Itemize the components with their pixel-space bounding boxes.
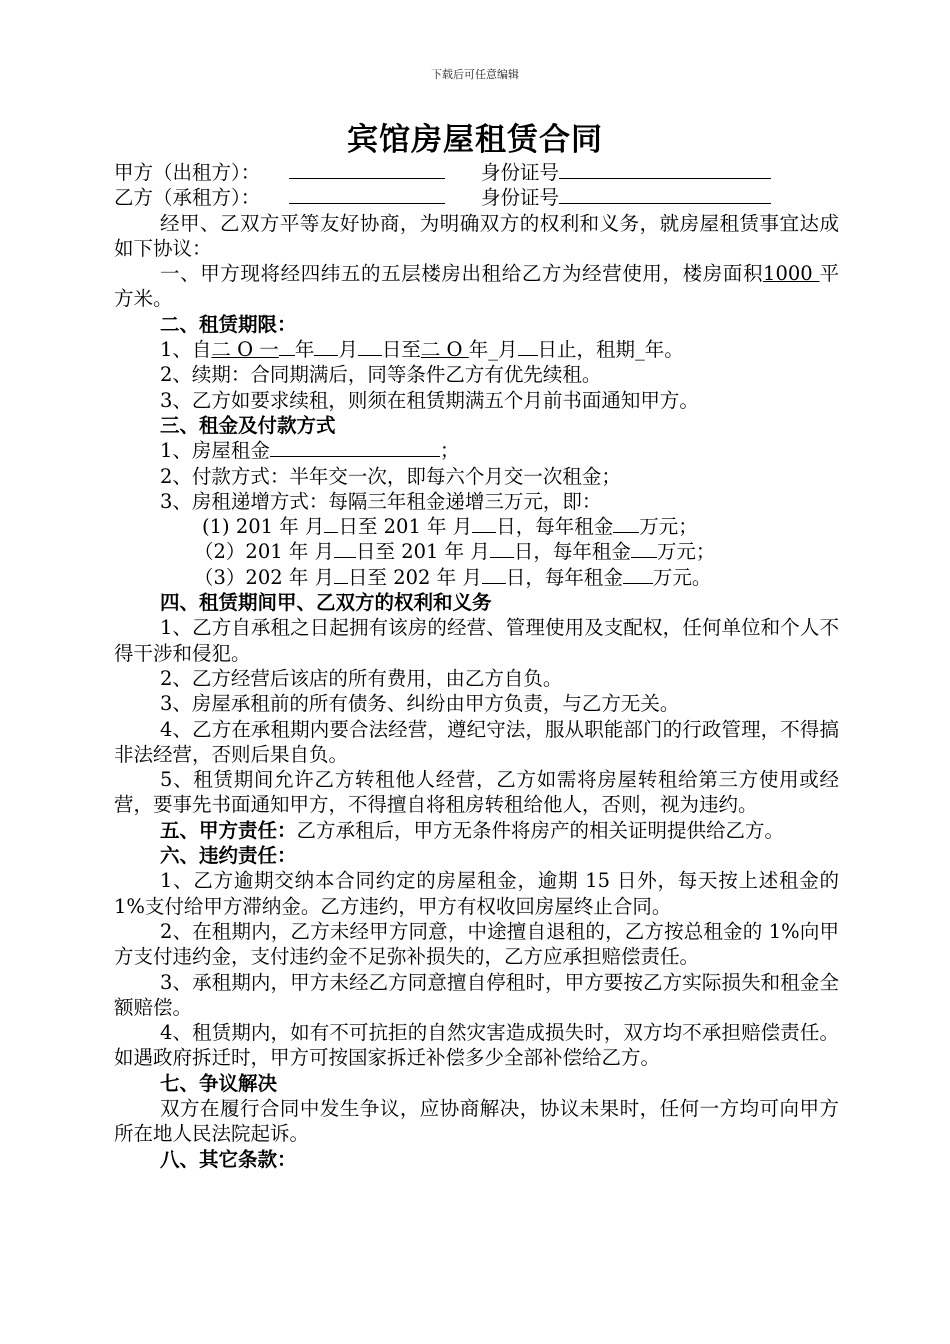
section-5-heading: 五、甲方责任： (160, 818, 297, 842)
month-label: 月 (338, 338, 358, 362)
intro-paragraph: 经甲、乙双方平等友好协商，为明确双方的权利和义务，就房屋租赁事宜达成如下协议： (114, 211, 839, 260)
lease-end-year: 二 O (420, 338, 469, 362)
blank (482, 565, 506, 584)
floor-area-value: 1000 (763, 262, 820, 286)
party-a-name-blank (289, 160, 445, 179)
rent-schedule-row-2 (114, 539, 839, 564)
rent-item (114, 438, 839, 463)
rent-label: 1、房屋租金 (160, 439, 270, 463)
schedule-text: （3）202 年 月 (194, 565, 335, 589)
rent-end: ； (439, 439, 460, 463)
section-5-paragraph (114, 818, 839, 843)
day-to-label: 日至 (381, 338, 421, 362)
dispute-text: 双方在履行合同中发生争议，应协商解决，协议未果时，任何一方均可向甲方所在地人民法院起诉。 (114, 1096, 839, 1146)
rights-item-1: 1、乙方自承租之日起拥有该房的经营、管理使用及支配权，任何单位和个人不得干涉和侵犯。 (114, 616, 839, 665)
party-b-row (114, 185, 839, 210)
blank (279, 337, 295, 356)
schedule-text: (1) 201 年 月 (202, 515, 325, 539)
party-b-name-blank (289, 185, 445, 204)
year-label: 年 (294, 338, 315, 362)
schedule-text: 日至 201 年 月 (338, 515, 473, 539)
blank (324, 514, 338, 533)
schedule-text: 日，每年租金 (505, 565, 623, 589)
lease-term-suffix: 日止，租期_年。 (537, 338, 684, 362)
party-b-id-blank (559, 185, 771, 204)
party-b-id-label: 身份证号 (481, 186, 560, 210)
lease-term-prefix: 1、自 (160, 338, 212, 362)
contract-body (114, 160, 839, 1172)
breach-item-4: 4、租赁期内，如有不可抗拒的自然灾害造成损失时，双方均不承担赔偿责任。如遇政府拆迁时，甲方可按国家拆迁补偿多少全部补偿给乙方。 (114, 1021, 839, 1070)
rights-item-5: 5、租赁期间允许乙方转租他人经营，乙方如需将房屋转租给第三方使用或经营，要事先书面通知甲方，不得擅自将租房转租给他人，否则，视为违约。 (114, 768, 839, 817)
party-a-label: 甲方（出租方）： (114, 161, 261, 184)
schedule-text: 万元； (656, 540, 716, 564)
party-a-row (114, 160, 839, 185)
payment-method-item: 2、付款方式：半年交一次，即每六个月交一次租金； (160, 464, 621, 488)
blank (472, 514, 496, 533)
schedule-text: 万元； (639, 515, 698, 539)
rights-item-4: 4、乙方在承租期内要合法经营，遵纪守法，服从职能部门的行政管理，不得搞非法经营，否则后果自负。 (114, 717, 839, 766)
section-1-paragraph (114, 261, 839, 312)
blank (518, 337, 538, 356)
party-b-label: 乙方（承租方）： (114, 186, 261, 210)
renewal-item: 2、续期：合同期满后，同等条件乙方有优先续租。 (160, 363, 602, 387)
year-month-label: 年_月 (468, 338, 518, 362)
blank (334, 539, 356, 558)
schedule-text: 日，每年租金 (513, 540, 631, 564)
section-1-text: 一、甲方现将经四纬五的五层楼房出租给乙方为经营使用，楼房面积 (160, 262, 764, 286)
header-note: 下载后可任意编辑 (431, 68, 519, 81)
rights-item-2: 2、乙方经营后该店的所有费用，由乙方自负。 (160, 666, 563, 690)
schedule-text: 万元。 (652, 565, 712, 589)
schedule-text: 日，每年租金 (496, 515, 614, 539)
rent-schedule-row-1 (114, 514, 839, 539)
blank (358, 337, 382, 356)
schedule-text: （2）201 年 月 (194, 540, 335, 564)
section-6-heading: 六、违约责任： (160, 844, 297, 868)
blank (631, 539, 657, 558)
breach-item-1: 1、乙方逾期交纳本合同约定的房屋租金，逾期 15 日外，每天按上述租金的 1%支付给甲方滞纳金。乙方违约，甲方有权收回房屋终止合同。 (114, 869, 839, 918)
blank (613, 514, 639, 533)
blank (334, 565, 348, 584)
lease-start-year: 二 O 一 (211, 338, 279, 362)
blank (314, 337, 338, 356)
rent-increase-item: 3、房租递增方式：每隔三年租金递增三万元，即： (160, 489, 602, 513)
party-a-id-blank (559, 160, 771, 179)
breach-item-3: 3、承租期内，甲方未经乙方同意擅自停租时，甲方要按乙方实际损失和租金全额赔偿。 (114, 970, 839, 1019)
schedule-text: 日至 202 年 月 (348, 565, 482, 589)
section-3-heading: 三、租金及付款方式 (160, 413, 336, 437)
section-8-heading: 八、其它条款： (160, 1147, 297, 1171)
document-title: 宾馆房屋租赁合同 (347, 122, 603, 158)
schedule-text: 日至 201 年 月 (356, 540, 490, 564)
rent-schedule-row-3 (114, 565, 839, 590)
lease-term-item (114, 337, 839, 362)
renewal-notice-item: 3、乙方如要求续租，则须在租赁期满五个月前书面通知甲方。 (160, 388, 699, 412)
section-7-heading: 七、争议解决 (160, 1071, 278, 1095)
rent-blank (270, 438, 440, 457)
breach-item-2: 2、在租期内，乙方未经甲方同意，中途擅自退租的，乙方按总租金的 1%向甲方支付违约金，支付违约金不足弥补损失的，乙方应承担赔偿责任。 (114, 919, 839, 969)
rights-item-3: 3、房屋承租前的所有债务、纠纷由甲方负责，与乙方无关。 (160, 692, 680, 716)
blank (490, 539, 514, 558)
floor-area-unit: 平方米。 (114, 262, 839, 311)
section-4-heading: 四、租赁期间甲、乙双方的权利和义务 (160, 591, 492, 615)
section-2-heading: 二、租赁期限： (160, 312, 297, 336)
blank (623, 565, 653, 584)
section-5-text: 乙方承租后，甲方无条件将房产的相关证明提供给乙方。 (296, 818, 785, 842)
party-a-id-label: 身份证号 (481, 161, 560, 184)
